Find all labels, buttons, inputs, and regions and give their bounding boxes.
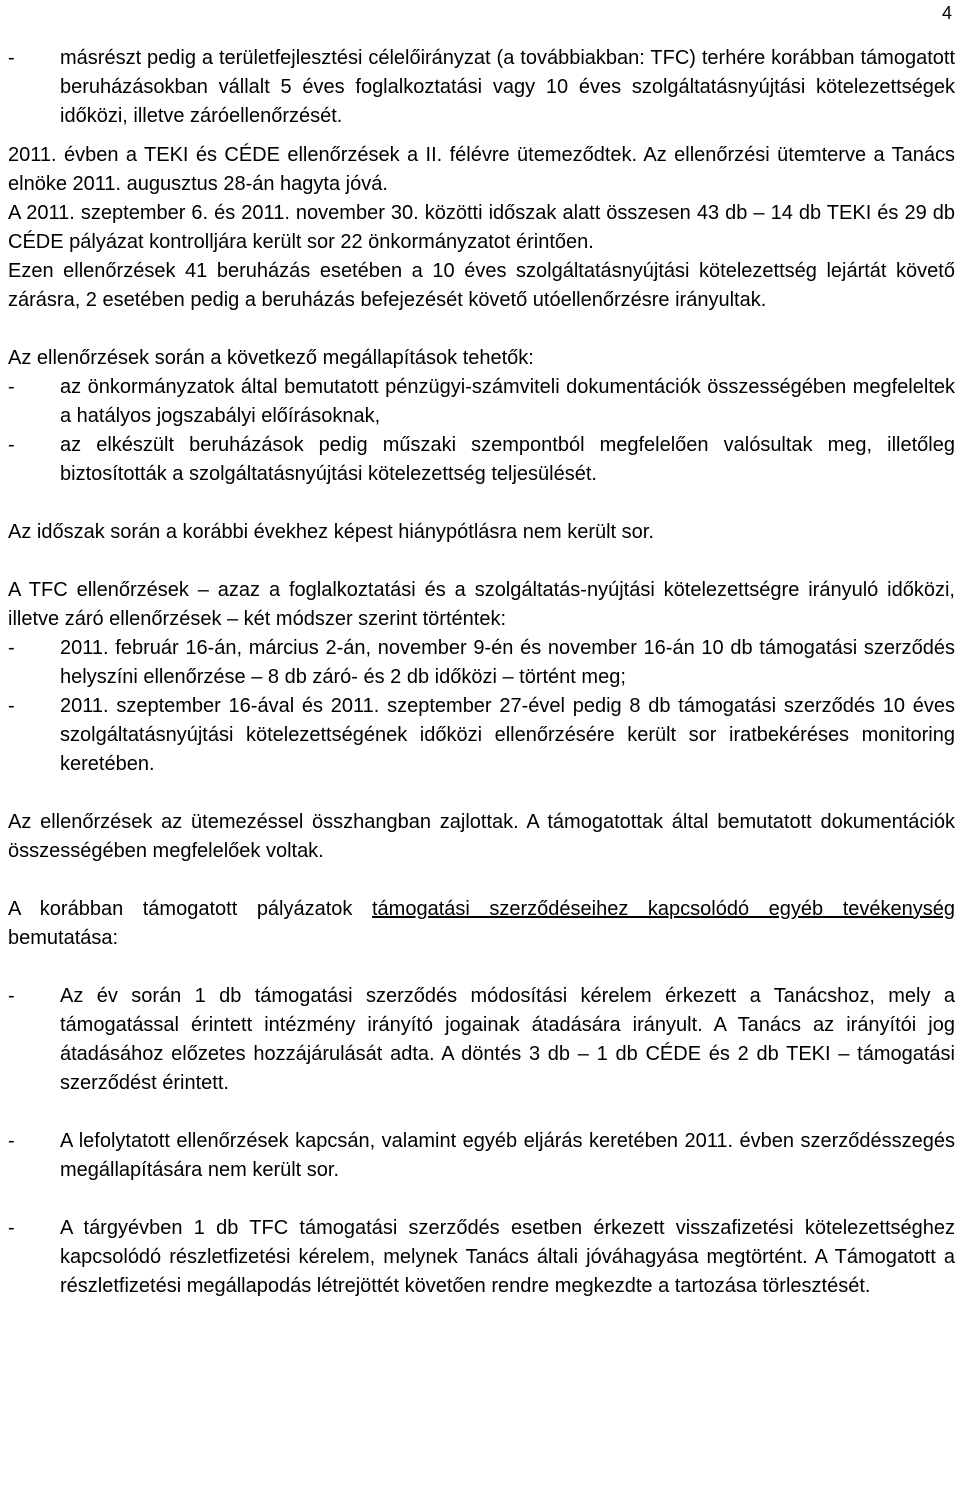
- bullet-dash: -: [8, 434, 15, 456]
- paragraph: 2011. évben a TEKI és CÉDE ellenőrzések a II. félévre ütemeződtek. Az ellenőrzési ütemterve a Tanács elnöke 2011. augusztus 28-án hagyta jóvá.: [8, 144, 955, 195]
- paragraph: Az ellenőrzések során a következő megállapítások tehetők:: [8, 347, 534, 369]
- list-item: [8, 373, 955, 431]
- paragraph: A 2011. szeptember 6. és 2011. november 30. közötti időszak alatt összesen 43 db – 14 db TEKI és 29 db CÉDE pályázat kontrolljára került sor 22 önkormányzatot érintően.: [8, 202, 955, 253]
- paragraph: [8, 895, 955, 953]
- list-item-text: másrészt pedig a területfejlesztési célelőirányzat (a továbbiakban: TFC) terhére korábban támogatott beruházásokban vállalt 5 éves foglalkoztatási vagy 10 éves szolgáltatásnyújtási kötelezettségek időközi, illetve záróellenőrzését.: [60, 47, 955, 127]
- list-item-text: A lefolytatott ellenőrzések kapcsán, valamint egyéb eljárás keretében 2011. évben szerződésszegés megállapítására nem került sor.: [60, 1130, 955, 1181]
- underlined-text: támogatási szerződéseihez kapcsolódó egyéb tevékenység: [372, 898, 955, 920]
- list-item-text: az elkészült beruházások pedig műszaki szempontból megfelelően valósultak meg, illetőleg biztosították a szolgáltatásnyújtási kötelezettség teljesülését.: [60, 434, 955, 485]
- bullet-dash: -: [8, 985, 15, 1007]
- paragraph: Ezen ellenőrzések 41 beruházás esetében a 10 éves szolgáltatásnyújtási kötelezettség lejártát követő zárásra, 2 esetében pedig a beruházás befejezését követő utóellenőrzésre irányultak.: [8, 260, 955, 311]
- list-item: [8, 692, 955, 779]
- list-item-text: A tárgyévben 1 db TFC támogatási szerződés esetben érkezett visszafizetési kötelezettséghez kapcsolódó részletfizetési kérelem, melynek Tanács általi jóváhagyása megtörtént. A Támogatott a részletfizetési megállapodás létrejöttét követően rendre megkezdte a tartozása törlesztését.: [60, 1217, 955, 1297]
- bullet-dash: -: [8, 376, 15, 398]
- list-item: [8, 982, 955, 1098]
- list-item: [8, 1214, 955, 1301]
- paragraph-text: bemutatása:: [8, 927, 119, 949]
- paragraph: Az ellenőrzések az ütemezéssel összhangban zajlottak. A támogatottak által bemutatott dokumentációk összességében megfelelőek voltak.: [8, 811, 955, 862]
- bullet-dash: -: [8, 47, 15, 69]
- paragraph: A TFC ellenőrzések – azaz a foglalkoztatási és a szolgáltatás-nyújtási kötelezettségre irányuló időközi, illetve záró ellenőrzések – két módszer szerint történtek:: [8, 579, 955, 630]
- document-body: [8, 44, 955, 1301]
- list-item: [8, 634, 955, 692]
- list-item: [8, 1127, 955, 1185]
- bullet-dash: -: [8, 1217, 15, 1239]
- bullet-dash: -: [8, 637, 15, 659]
- list-item: [8, 431, 955, 489]
- paragraph-text: A korábban támogatott pályázatok: [8, 898, 372, 920]
- page-number: 4: [941, 3, 952, 23]
- list-item-text: 2011. szeptember 16-ával és 2011. szeptember 27-ével pedig 8 db támogatási szerződés 10 éves szolgáltatásnyújtási kötelezettségének időközi ellenőrzésére került sor iratbekéréses monitoring keretében.: [60, 695, 955, 775]
- paragraph: Az időszak során a korábbi évekhez képest hiánypótlásra nem került sor.: [8, 521, 654, 543]
- list-item-text: az önkormányzatok által bemutatott pénzügyi-számviteli dokumentációk összességében megfeleltek a hatályos jogszabályi előírásoknak,: [60, 376, 955, 427]
- list-item: [8, 44, 955, 131]
- list-item-text: Az év során 1 db támogatási szerződés módosítási kérelem érkezett a Tanácshoz, mely a támogatással érintett intézmény irányító jogainak átadására irányult. A Tanács az irányítói jog átadásához előzetes hozzájárulását adta. A döntés 3 db – 1 db CÉDE és 2 db TEKI – támogatási szerződést érintett.: [60, 985, 955, 1094]
- bullet-dash: -: [8, 695, 15, 717]
- bullet-dash: -: [8, 1130, 15, 1152]
- list-item-text: 2011. február 16-án, március 2-án, november 9-én és november 16-án 10 db támogatási szerződés helyszíni ellenőrzése – 8 db záró- és 2 db időközi – történt meg;: [60, 637, 955, 688]
